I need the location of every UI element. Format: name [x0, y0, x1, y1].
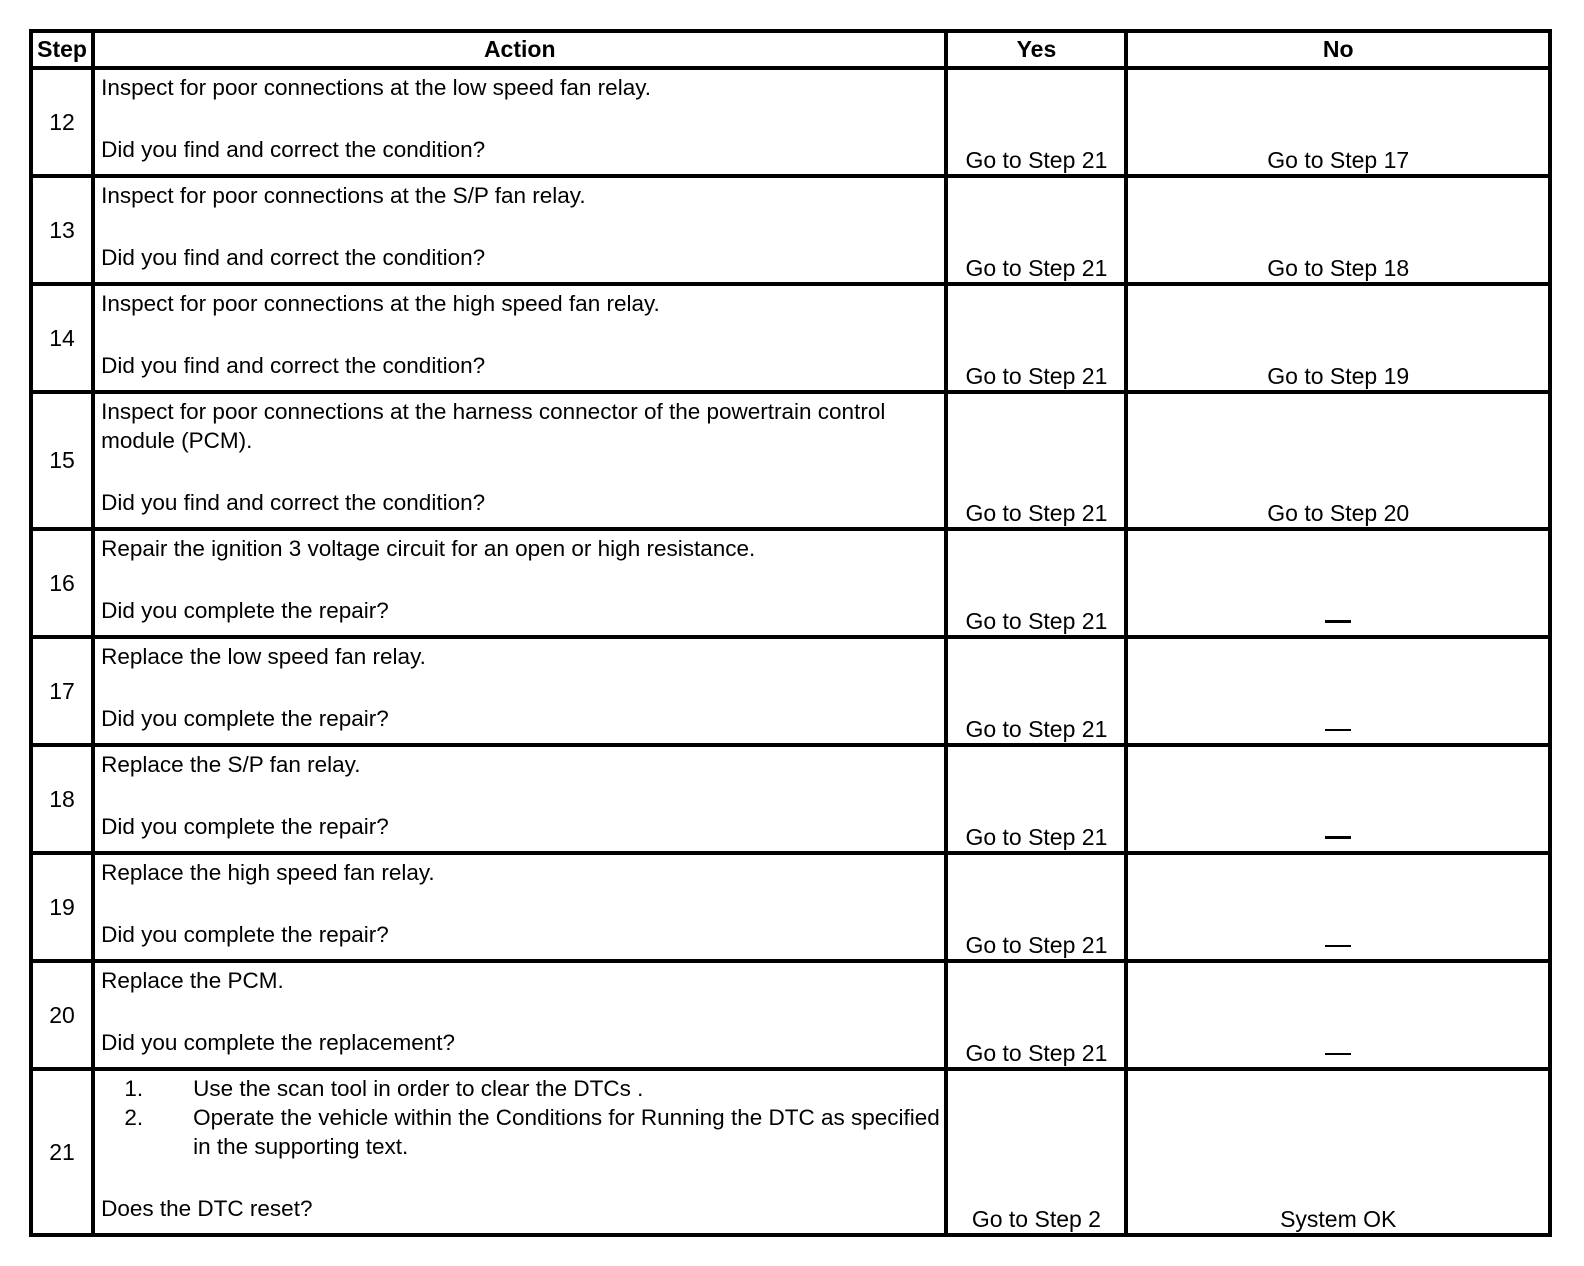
action-question: Did you complete the replacement? — [101, 1030, 456, 1055]
table-row — [31, 68, 1550, 176]
yes-result: Go to Step 21 — [946, 745, 1126, 853]
no-result — [1126, 637, 1550, 745]
no-result: Go to Step 19 — [1126, 284, 1550, 392]
action-cell — [93, 68, 946, 176]
diagnostic-table — [29, 29, 1552, 1237]
yes-result: Go to Step 21 — [946, 176, 1126, 284]
yes-result: Go to Step 21 — [946, 529, 1126, 637]
no-result: Go to Step 17 — [1126, 68, 1550, 176]
header-row — [31, 31, 1550, 68]
table-row — [31, 637, 1550, 745]
action-text: Inspect for poor connections at the low speed fan relay. — [101, 75, 652, 100]
action-text: Replace the high speed fan relay. — [101, 860, 435, 885]
action-text: Replace the PCM. — [101, 968, 284, 993]
list-text: Use the scan tool in order to clear the DTCs . — [193, 1076, 644, 1101]
list-item — [95, 1103, 944, 1161]
em-dash — [1325, 836, 1351, 839]
instruction-list — [95, 1071, 944, 1161]
yes-result: Go to Step 21 — [946, 961, 1126, 1069]
step-number: 19 — [31, 853, 93, 961]
header-no: No — [1126, 31, 1550, 68]
action-text: Inspect for poor connections at the S/P fan relay. — [101, 183, 586, 208]
step-number: 16 — [31, 529, 93, 637]
em-dash — [1325, 1053, 1351, 1055]
step-number: 21 — [31, 1069, 93, 1235]
action-question: Did you find and correct the condition? — [101, 245, 486, 270]
action-cell — [93, 853, 946, 961]
action-cell — [93, 745, 946, 853]
yes-result: Go to Step 21 — [946, 637, 1126, 745]
table-row-final — [31, 1069, 1550, 1235]
list-item — [95, 1074, 944, 1103]
action-text: Replace the S/P fan relay. — [101, 752, 361, 777]
yes-result: Go to Step 21 — [946, 392, 1126, 529]
action-text: Repair the ignition 3 voltage circuit for an open or high resistance. — [101, 536, 756, 561]
action-cell — [93, 961, 946, 1069]
no-result: Go to Step 20 — [1126, 392, 1550, 529]
action-cell — [93, 1069, 946, 1235]
yes-result: Go to Step 21 — [946, 284, 1126, 392]
action-text: Replace the low speed fan relay. — [101, 644, 426, 669]
no-result — [1126, 529, 1550, 637]
step-number: 17 — [31, 637, 93, 745]
header-step: Step — [31, 31, 93, 68]
list-number: 2. — [124, 1105, 144, 1130]
yes-result: Go to Step 2 — [946, 1069, 1126, 1235]
action-question: Did you complete the repair? — [101, 814, 389, 839]
table-row — [31, 745, 1550, 853]
no-result — [1126, 853, 1550, 961]
step-number: 20 — [31, 961, 93, 1069]
table-row — [31, 853, 1550, 961]
step-number: 12 — [31, 68, 93, 176]
no-result: Go to Step 18 — [1126, 176, 1550, 284]
action-cell — [93, 392, 946, 529]
list-text: Operate the vehicle within the Conditions for Running the DTC as specified in the supporting text. — [193, 1105, 940, 1159]
em-dash — [1325, 945, 1351, 947]
table-row — [31, 961, 1550, 1069]
yes-result: Go to Step 21 — [946, 68, 1126, 176]
action-text: Inspect for poor connections at the high speed fan relay. — [101, 291, 660, 316]
header-yes: Yes — [946, 31, 1126, 68]
step-number: 14 — [31, 284, 93, 392]
action-text: Inspect for poor connections at the harness connector of the powertrain control module (PCM). — [101, 399, 886, 453]
no-result: System OK — [1126, 1069, 1550, 1235]
action-cell — [93, 176, 946, 284]
action-question: Did you complete the repair? — [101, 598, 389, 623]
action-cell — [93, 637, 946, 745]
no-result — [1126, 745, 1550, 853]
action-question: Did you complete the repair? — [101, 706, 389, 731]
table-row — [31, 284, 1550, 392]
action-question: Did you find and correct the condition? — [101, 490, 486, 515]
action-question: Did you find and correct the condition? — [101, 137, 486, 162]
action-question: Did you complete the repair? — [101, 922, 389, 947]
action-cell — [93, 284, 946, 392]
table-row — [31, 176, 1550, 284]
table-row — [31, 392, 1550, 529]
yes-result: Go to Step 21 — [946, 853, 1126, 961]
table-row — [31, 529, 1550, 637]
action-question: Did you find and correct the condition? — [101, 353, 486, 378]
no-result — [1126, 961, 1550, 1069]
em-dash — [1325, 729, 1351, 731]
step-number: 13 — [31, 176, 93, 284]
action-question: Does the DTC reset? — [101, 1196, 313, 1221]
step-number: 15 — [31, 392, 93, 529]
step-number: 18 — [31, 745, 93, 853]
em-dash — [1325, 620, 1351, 623]
action-cell — [93, 529, 946, 637]
header-action: Action — [93, 31, 946, 68]
list-number: 1. — [124, 1076, 144, 1101]
